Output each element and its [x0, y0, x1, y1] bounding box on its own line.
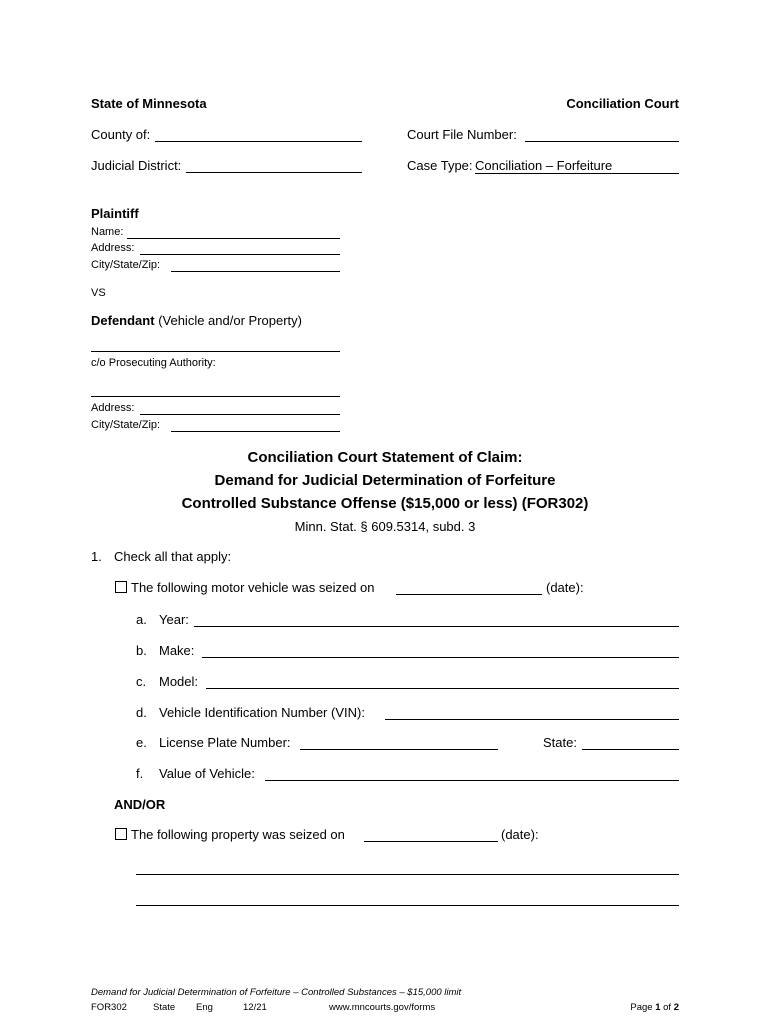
file-number-field[interactable]	[525, 141, 679, 142]
property-description-line-2[interactable]	[136, 905, 679, 906]
vs-text: VS	[91, 287, 106, 299]
item-b-letter: b.	[136, 643, 147, 658]
defendant-subheading: (Vehicle and/or Property)	[158, 313, 302, 328]
page-word: Page	[630, 1002, 653, 1013]
defendant-address-label: Address:	[91, 402, 135, 414]
county-field[interactable]	[155, 141, 362, 142]
plaintiff-name-label: Name:	[91, 226, 124, 238]
property-checkbox[interactable]	[115, 828, 127, 840]
plate-state-label: State:	[543, 735, 577, 750]
form-title-line3: Controlled Substance Offense ($15,000 or less) (FOR302)	[181, 495, 589, 512]
defendant-address-field[interactable]	[140, 414, 340, 415]
case-type-label: Case Type:	[407, 158, 473, 173]
case-type-value	[475, 158, 679, 174]
plaintiff-heading: Plaintiff	[91, 206, 139, 221]
license-plate-field[interactable]	[300, 749, 498, 750]
defendant-city-label: City/State/Zip:	[91, 419, 161, 431]
property-date-label: (date):	[501, 827, 539, 842]
item-d-letter: d.	[136, 705, 147, 720]
court-heading: Conciliation Court	[566, 96, 679, 111]
property-option-label: The following property was seized on	[131, 827, 345, 842]
property-seized-date-field[interactable]	[364, 841, 498, 842]
footer-form-code: FOR302	[91, 1002, 127, 1013]
defendant-heading-row	[91, 313, 302, 328]
prosecuting-label: c/o Prosecuting Authority:	[91, 357, 216, 369]
vehicle-checkbox[interactable]	[115, 581, 127, 593]
defendant-heading: Defendant	[91, 313, 155, 328]
vehicle-value-label: Value of Vehicle:	[159, 766, 255, 781]
county-label: County of:	[91, 127, 151, 142]
page-of: of	[663, 1002, 672, 1013]
file-number-label: Court File Number:	[407, 127, 517, 142]
make-label: Make:	[159, 643, 195, 658]
vehicle-date-label: (date):	[546, 580, 584, 595]
case-type-text: Conciliation – Forfeiture	[475, 158, 613, 173]
make-field[interactable]	[202, 657, 679, 658]
vin-label: Vehicle Identification Number (VIN):	[159, 705, 365, 720]
statute-citation: Minn. Stat. § 609.5314, subd. 3	[294, 519, 476, 534]
property-option-row	[115, 827, 345, 842]
vehicle-option-label: The following motor vehicle was seized on	[131, 580, 375, 595]
district-field[interactable]	[186, 172, 362, 173]
footer-date: 12/21	[243, 1002, 267, 1013]
plate-state-field[interactable]	[582, 749, 679, 750]
page-number: 1	[655, 1002, 661, 1013]
plaintiff-city-field[interactable]	[171, 271, 340, 272]
plaintiff-name-field[interactable]	[127, 238, 340, 239]
andor-text: AND/OR	[114, 797, 166, 812]
item-e-letter: e.	[136, 735, 147, 750]
prosecuting-field[interactable]	[91, 396, 340, 397]
model-label: Model:	[159, 674, 199, 689]
property-description-line-1[interactable]	[136, 874, 679, 875]
section1-instruction: Check all that apply:	[114, 549, 232, 564]
item-f-letter: f.	[136, 766, 144, 781]
item-c-letter: c.	[136, 674, 147, 689]
footer-state: State	[153, 1002, 176, 1013]
year-field[interactable]	[194, 626, 679, 627]
license-plate-label: License Plate Number:	[159, 735, 291, 750]
page-indicator	[630, 1002, 679, 1013]
footer-language: Eng	[196, 1002, 213, 1013]
model-field[interactable]	[206, 688, 679, 689]
plaintiff-city-label: City/State/Zip:	[91, 259, 161, 271]
page-total: 2	[673, 1002, 679, 1013]
defendant-city-field[interactable]	[171, 431, 340, 432]
form-title-line1: Conciliation Court Statement of Claim:	[247, 449, 523, 466]
item-a-letter: a.	[136, 612, 147, 627]
vehicle-option-row	[115, 580, 375, 595]
vehicle-seized-date-field[interactable]	[396, 594, 542, 595]
district-label: Judicial District:	[91, 158, 182, 173]
section1-number: 1.	[91, 549, 102, 564]
year-label: Year:	[159, 612, 189, 627]
vin-field[interactable]	[385, 719, 679, 720]
plaintiff-address-field[interactable]	[140, 254, 340, 255]
footer-website: www.mncourts.gov/forms	[329, 1002, 436, 1013]
plaintiff-address-label: Address:	[91, 242, 135, 254]
defendant-name-field[interactable]	[91, 351, 340, 352]
state-heading: State of Minnesota	[91, 96, 207, 111]
form-title-line2: Demand for Judicial Determination of Forfeiture	[214, 472, 556, 489]
vehicle-value-field[interactable]	[265, 780, 679, 781]
footer-description: Demand for Judicial Determination of Forfeiture – Controlled Substances – $15,000 limit	[91, 987, 462, 998]
